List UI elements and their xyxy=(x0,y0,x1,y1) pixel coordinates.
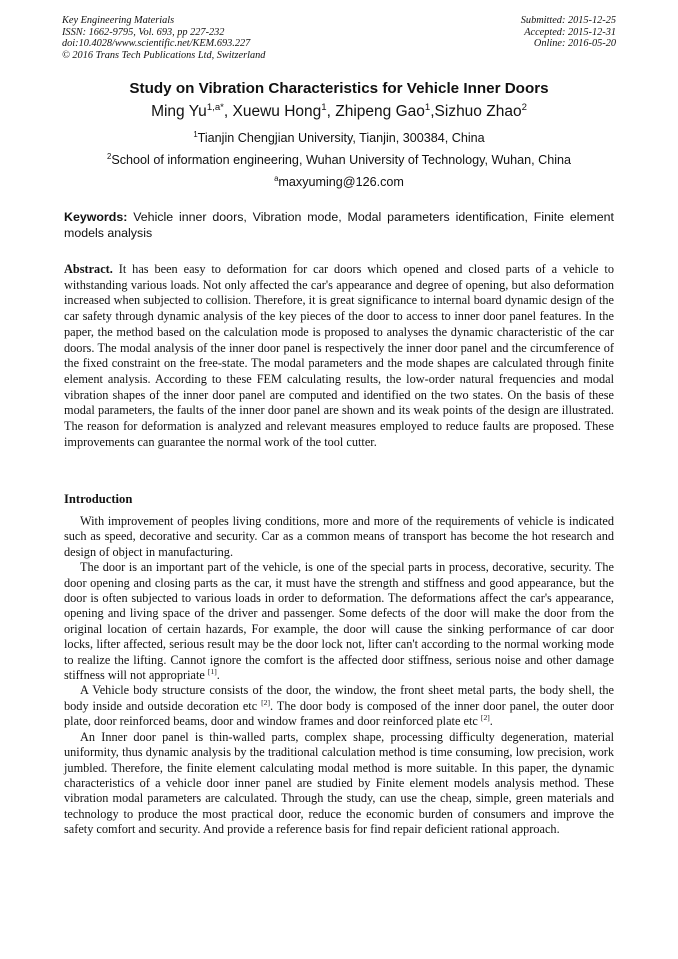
affiliation-1: $^1$Tianjin Chengjian University, Tianjin, 300384, China xyxy=(193,129,485,145)
journal-copyright: © 2016 Trans Tech Publications Ltd, Switzerland xyxy=(62,49,266,61)
author-list: Ming $Yu^{1,a*}$, Xuewu Hong$^1$, Zhipeng Gao$^1$,Sizhuo Zhao$^2$ xyxy=(151,101,527,120)
citation: [1] xyxy=(207,666,217,676)
abstract-text: It has been easy to deformation for car doors which opened and closed parts of a vehicle to withstanding various loads. Not only affected the car's appearance and degree of opening, but also deformation increased when subjected to collision. Therefore, it is great significance to internal board dynamic design of the car safety through dynamic analysis of the key pieces of the door to access to inner door panel features. In the paper, the method based on the calculation mode is proposed to analyses the dynamic characteristic of the car doors. The modal analysis of the inner door panel is respectively the inner door panel and the circumference of the fixed constraint on the free-state. The modal parameters and the mode shapes are calculated through finite element analysis. According to these FEM calculating results, the low-order natural frequencies and modal vibration shapes of the inner door panel are computed and identified on the two states. On the basis of these modal parameters, the faults of the inner door panel are shown and its weak points of the design are illustrated. The reason for deformation is analyzed and relevant measures employed to reduce faults are proposed. These improvements can guarantee the normal work of the tool cutter. xyxy=(64,262,614,449)
abstract xyxy=(64,262,614,450)
introduction-body xyxy=(64,514,614,838)
accepted-date: Accepted: 2015-12-31 xyxy=(524,26,616,38)
keywords-text: Vehicle inner doors, Vibration mode, Modal parameters identification, Finite element models analysis xyxy=(64,210,614,240)
keywords xyxy=(64,209,614,241)
author-name: Ming Yu xyxy=(151,103,207,120)
author-name: Sizhuo Zhao xyxy=(434,103,522,120)
keywords-label: Keywords: xyxy=(64,210,128,224)
abstract-label: Abstract. xyxy=(64,262,113,276)
citation: [2] xyxy=(261,697,271,707)
journal-doi[interactable]: doi:10.4028/www.scientific.net/KEM.693.227 xyxy=(62,38,251,50)
author-affiliation-mark: 1 xyxy=(424,101,431,113)
paragraph: With improvement of peoples living conditions, more and more of the requirements of vehicle is indicated such as speed, decorative and security. Car as a common means of transport has become the hot research and design of object in manufacturing. xyxy=(64,514,614,559)
citation: [2] xyxy=(480,713,490,723)
journal-issn: ISSN: 1662-9795, Vol. 693, pp 227-232 xyxy=(62,26,225,38)
section-heading: Introduction xyxy=(64,492,133,506)
author-affiliation-mark: 2 xyxy=(521,101,527,113)
affiliation-2: $^2$School of information engineering, Wuhan University of Technology, Wuhan, China xyxy=(106,151,572,167)
author-affiliation-mark: 1,a* xyxy=(206,101,224,113)
author-name: Zhipeng Gao xyxy=(335,103,425,120)
journal-info xyxy=(62,15,265,61)
author-affiliation-mark: 1 xyxy=(321,101,327,113)
paragraph: An Inner door panel is thin-walled parts, complex shape, processing difficulty degeneration, material uniformity, thus dynamic analysis by the traditional calculation method is time consuming, low precision, work jumbled. Therefore, the finite element calculating modal method is more suitable. In this paper, the dynamic characteristics of a vehicle door inner panel are studied by Finite element models analysis method. These vibration modal parameters are calculated. Through the study, can use the cheap, simple, green materials and technology to produce the most practical door, reduce the economic burden of consumers and improve the safety comfort and security. And provide a reference basis for find repair deficient rational approach. xyxy=(64,729,614,837)
online-date: Online: 2016-05-20 xyxy=(533,38,616,50)
journal-name: Key Engineering Materials xyxy=(62,15,175,26)
submitted-date: Submitted: 2015-12-25 xyxy=(520,15,616,26)
paper-title: Study on Vibration Characteristics for Vehicle Inner Doors xyxy=(129,80,549,97)
paragraph: A Vehicle body structure consists of the door, the window, the front sheet metal parts, the body shell, the body inside and outside decoration etc [2]. The door body is composed of the inner door panel, the outer door plate, door reinforced beams, door and window frames and door reinforced plate etc [2]. xyxy=(64,683,615,729)
paragraph: The door is an important part of the vehicle, is one of the special parts in process, decorative, security. The door opening and closing parts as the car, it must have the strength and stiffness and good appearance, but the door is often subjected to various loads in order to deformation. The deformations affect the car's appearance, opening and living space of the driver and passenger. Some defects of the door will make the door from the original location of certain hazards, For example, the door will cause the sinking performance of car door locks, lifter affected, serious result may be the door lock not, lifter can't according to the normal working mode to realize the lifting. Cannot ignore the comfort is the affected door stiffness, serious noise and other damage stiffness will not appropriate [1]. xyxy=(64,560,614,683)
author-email: $^a$maxyuming@126.com xyxy=(274,173,404,189)
publication-dates xyxy=(521,15,616,50)
author-name: Xuewu Hong xyxy=(232,103,322,120)
